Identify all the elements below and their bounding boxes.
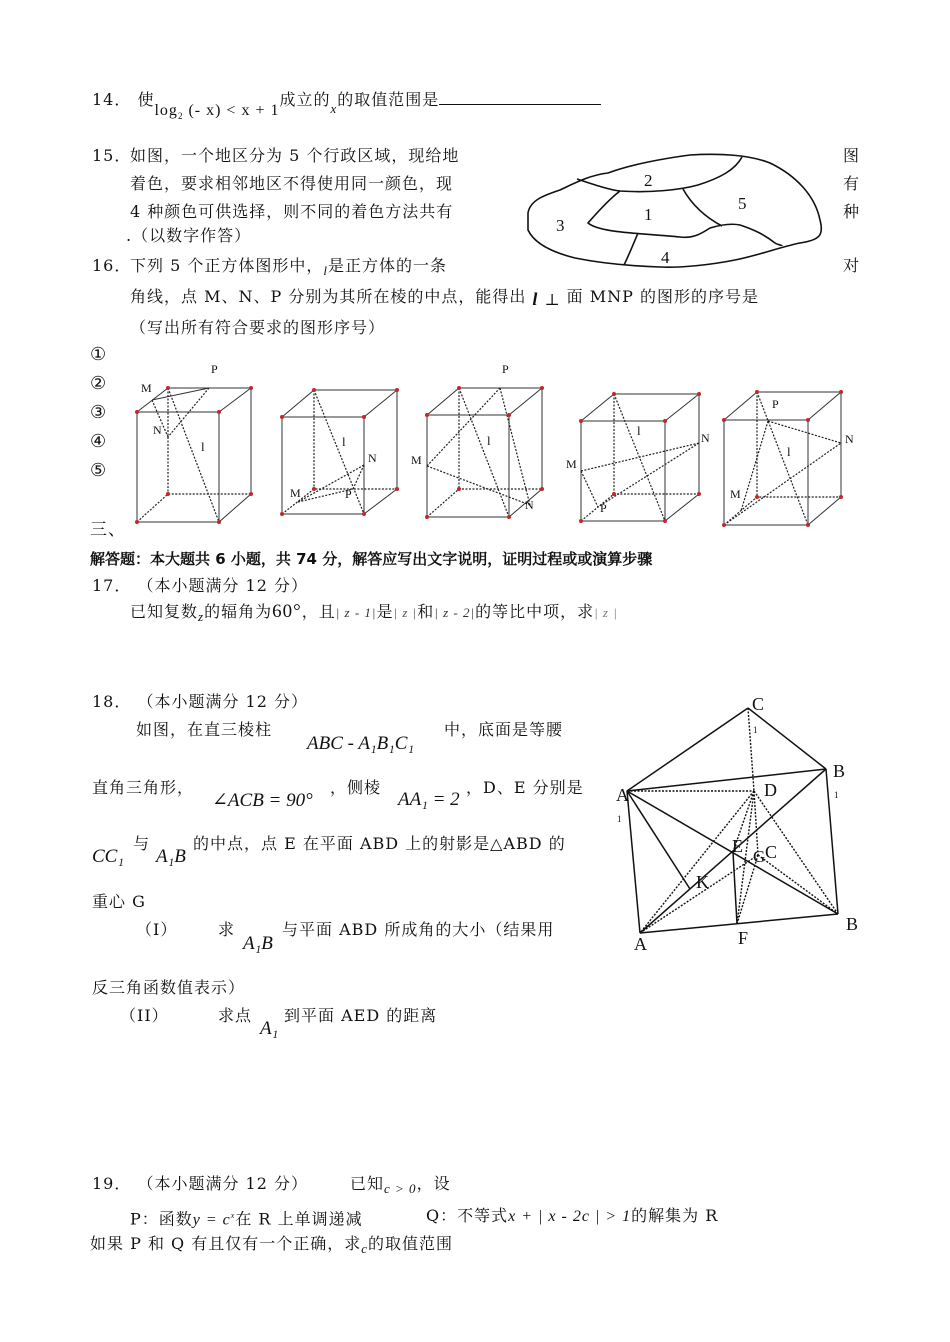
q18-part-1-var: A₁B	[243, 933, 273, 954]
svg-text:E: E	[732, 836, 743, 856]
svg-text:P: P	[772, 397, 779, 411]
svg-text:P: P	[345, 487, 352, 501]
q16-option-3[interactable]: ③	[90, 402, 107, 423]
q19-p-statement: P：函数$y = c^x$在 R 上单调递减	[130, 1209, 363, 1229]
svg-text:A: A	[616, 785, 629, 805]
q18-line-2-pre: 直角三角形，	[92, 778, 195, 797]
q18-part-1-post: 与平面 ABD 所成角的大小（结果用	[282, 920, 555, 939]
q15-line-1: 如图，一个地区分为 5 个行政区域，现给地	[130, 146, 460, 165]
q18-edge: AA₁ = 2	[398, 789, 460, 810]
q18-line-1: 如图，在直三棱柱	[136, 720, 273, 739]
cube-4	[566, 392, 710, 523]
q15-right-2: 有	[843, 174, 861, 193]
cube-2	[280, 388, 399, 516]
q17-body: 已知复数$_z$的辐角为60°，且| z - 1|是| z |和| z - 2|的等比中项，求| z |	[130, 601, 618, 624]
q15-line-4: .（以数字作答）	[126, 226, 252, 245]
svg-text:B: B	[846, 914, 859, 934]
svg-text:N: N	[525, 498, 534, 512]
map-label-4: 4	[661, 248, 670, 267]
map-label-5: 5	[738, 194, 747, 213]
q16-number: 16．	[92, 256, 132, 275]
q15-right-3: 种	[843, 202, 861, 221]
q17-header: 17． （本小题满分 12 分）	[92, 576, 309, 595]
q19-q-statement: Q：不等式x + | x - 2c | > 1的解集为 R	[426, 1206, 719, 1225]
svg-text:K: K	[696, 872, 709, 892]
section-3-heading: 解答题：本大题共 6 小题，共 74 分，解答应写出文字说明，证明过程或或演算步骤	[90, 550, 653, 568]
svg-text:F: F	[738, 928, 749, 948]
q15-line-2: 着色，要求相邻地区不得使用同一颜色，现	[130, 174, 454, 193]
q16-option-2[interactable]: ②	[90, 373, 107, 394]
q18-part-2-var: A₁	[260, 1018, 279, 1039]
q14-number: 14．	[92, 90, 132, 109]
q18-line-2-mid: ，侧棱	[330, 778, 382, 797]
q18-line-1-post: 中，底面是等腰	[444, 720, 564, 739]
q18-part-1-cont: 反三角函数值表示）	[92, 978, 246, 997]
q18-line-3-post: 的中点，点 E 在平面 ABD 上的射影是△ABD 的	[193, 834, 566, 853]
map-label-3: 3	[556, 216, 565, 235]
region-map-figure	[520, 145, 830, 275]
map-label-1: 1	[644, 205, 653, 224]
q15-line-3: 4 种颜色可供选择，则不同的着色方法共有	[130, 202, 454, 221]
cube-1	[135, 362, 253, 524]
q18-part-2-post: 到平面 AED 的距离	[284, 1006, 438, 1025]
q14-answer-blank[interactable]	[439, 90, 601, 105]
map-label-2: 2	[644, 171, 653, 190]
q16-option-5[interactable]: ⑤	[90, 460, 107, 481]
q18-part-2: （II）	[120, 1006, 169, 1025]
svg-text:P: P	[502, 362, 509, 376]
svg-text:M: M	[411, 453, 422, 467]
svg-text:G: G	[753, 847, 766, 866]
svg-text:l: l	[201, 439, 205, 454]
q18-angle: ∠ACB = 90°	[212, 790, 313, 811]
q15-number: 15．	[92, 146, 132, 165]
q16-line-1: 下列 5 个正方体图形中，$_l$是正方体的一条	[130, 256, 447, 278]
q16-option-1[interactable]: ①	[90, 344, 107, 365]
svg-text:M: M	[730, 487, 741, 501]
q19-given: 已知$_{c > 0}$，设	[350, 1174, 451, 1196]
question-14	[92, 90, 601, 121]
svg-text:M: M	[290, 486, 301, 500]
q16-right-1: 对	[843, 256, 861, 275]
q14-post: 的取值范围是	[337, 90, 440, 109]
q18-line-2-post: ，D、E 分别是	[466, 778, 584, 797]
section-3-title: 三、	[90, 520, 126, 540]
q18-yu: 与	[133, 834, 151, 853]
svg-text:1: 1	[617, 814, 622, 824]
q14-mid: 成立的	[279, 90, 331, 109]
svg-text:l: l	[342, 434, 346, 449]
q18-cc1: CC₁	[92, 846, 124, 867]
svg-text:C: C	[765, 842, 778, 862]
q16-option-4[interactable]: ④	[90, 431, 107, 452]
svg-text:P: P	[211, 362, 218, 376]
svg-text:l: l	[487, 433, 491, 448]
svg-text:N: N	[153, 423, 162, 437]
svg-text:P: P	[600, 501, 607, 515]
svg-text:N: N	[701, 431, 710, 445]
q18-prism: ABC - A₁B₁C₁	[307, 733, 415, 754]
svg-text:M: M	[141, 381, 152, 395]
q15-right-1: 图	[843, 146, 861, 165]
svg-text:l: l	[787, 444, 791, 459]
cube-3	[411, 362, 544, 519]
svg-text:M: M	[566, 457, 577, 471]
svg-text:1: 1	[753, 725, 758, 735]
q14-pre: 使	[137, 90, 155, 109]
q18-header: 18． （本小题满分 12 分）	[92, 692, 309, 711]
cube-figures	[0, 355, 950, 530]
cube-5	[722, 390, 854, 527]
svg-text:N: N	[845, 432, 854, 446]
q18-part-2-pre: 求点	[218, 1006, 253, 1025]
q14-var: x	[330, 101, 338, 116]
svg-text:l: l	[637, 423, 641, 438]
q18-a1b: A₁B	[156, 846, 186, 867]
q18-line-4: 重心 G	[92, 892, 146, 911]
svg-text:N: N	[368, 451, 377, 465]
svg-text:A: A	[634, 934, 647, 954]
q19-line-3: 如果 P 和 Q 有且仅有一个正确，求$_c$的取值范围	[90, 1234, 454, 1256]
svg-text:D: D	[764, 780, 777, 800]
q16-line-3: （写出所有符合要求的图形序号）	[130, 318, 386, 337]
q16-line-2: 角线，点 M、N、P 分别为其所在棱的中点，能得出 l ⊥ 面 MNP 的图形的序号是	[130, 287, 759, 309]
svg-text:C: C	[752, 694, 765, 714]
q18-part-1-pre: 求	[218, 920, 236, 939]
svg-text:B: B	[833, 761, 846, 781]
svg-text:1: 1	[834, 790, 839, 800]
q18-part-1: （I）	[136, 920, 178, 939]
q14-log: $\log_2$ (- x) < x + 1	[154, 102, 280, 121]
prism-figure	[600, 685, 880, 960]
q19-header: 19． （本小题满分 12 分）	[92, 1174, 309, 1193]
